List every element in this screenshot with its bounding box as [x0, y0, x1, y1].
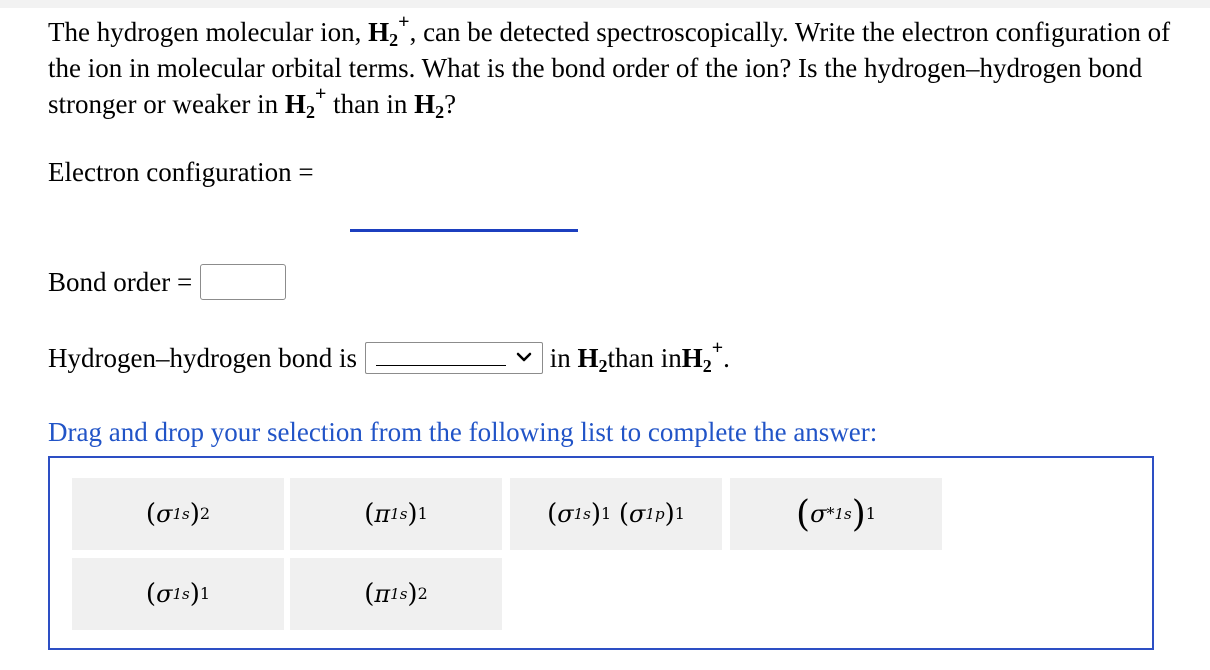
electron-config-label: Electron configuration [48, 157, 292, 187]
electron-config-row [48, 154, 314, 190]
formula-h2: $H_2$ [414, 89, 445, 122]
chevron-down-icon [516, 349, 532, 365]
select-blank [376, 365, 506, 366]
drag-source-panel [48, 456, 1154, 650]
tile-sigma-1s-squared[interactable]: ( σ 1s ) 2 [72, 478, 284, 550]
drag-instruction: Drag and drop your selection from the following list to complete the answer: [48, 417, 878, 447]
bond-order-equals: = [176, 267, 193, 297]
formula-h2-plus-b: $H_2^+$ [681, 337, 724, 376]
tile-sigma-1s-first[interactable]: ( σ 1s ) 1 [72, 558, 284, 630]
formula-h2-b: $H_2$ [577, 343, 608, 376]
electron-config-drop-target[interactable] [350, 229, 578, 232]
bond-strength-label: Hydrogen–hydrogen bond is [48, 343, 357, 373]
bond-strength-select[interactable] [365, 342, 543, 374]
bond-order-label: Bond order [48, 267, 171, 297]
formula-h2-plus-2: $H_2^+$ [284, 83, 327, 122]
question-part-2: , can be detected spectroscopically. Write the electron configuration of the ion in molecular orbital terms. What is the bond order of the ion? Is the hydrogen–hydrogen bond stronger or weaker in [48, 17, 1171, 119]
suffix-end: . [723, 343, 730, 373]
tile-pi-1s-first[interactable]: ( π 1s ) 1 [290, 478, 502, 550]
suffix-than: than in [607, 343, 682, 373]
question-part-1: The hydrogen molecular ion, [48, 17, 369, 47]
top-bar [0, 0, 1210, 8]
formula-h2-plus: $H_2^+$ [368, 11, 410, 50]
electron-config-equals: = [298, 157, 314, 187]
suffix-in: in [549, 343, 571, 373]
question-part-4: ? [444, 89, 457, 119]
tile-sigma-1s-sigma-1p[interactable]: ( σ 1s ) 1 ( σ 1p ) 1 [510, 478, 722, 550]
question-text [48, 11, 1178, 122]
question-part-3: than in [326, 89, 415, 119]
tile-pi-1s-squared[interactable]: ( π 1s ) 2 [290, 558, 502, 630]
bond-strength-row [48, 337, 730, 376]
bond-order-input[interactable] [200, 264, 286, 300]
tile-sigma-star-1s[interactable]: ( σ * 1s ) 1 [730, 478, 942, 550]
bond-order-row [48, 264, 286, 300]
